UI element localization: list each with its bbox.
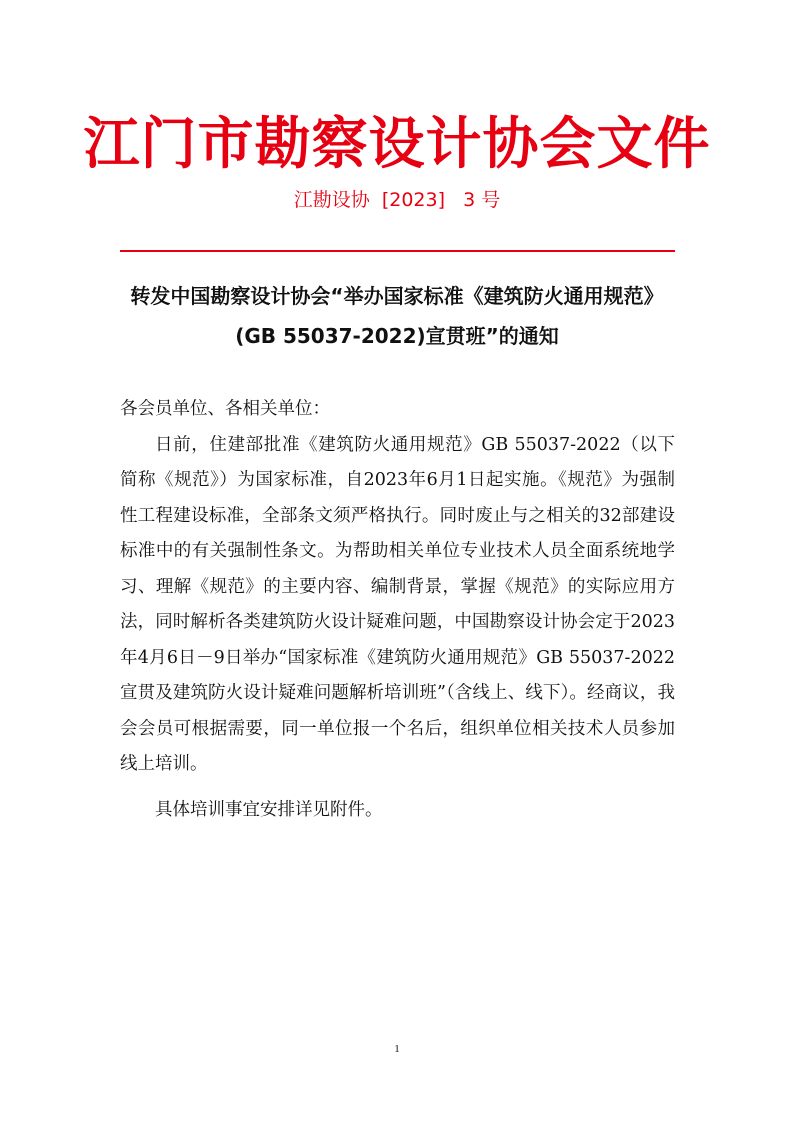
header-divider (120, 250, 675, 252)
notice-title-line-2: (GB 55037-2022)宣贯班”的通知 (235, 324, 559, 348)
notice-title (100, 276, 694, 356)
page-number: 1 (394, 1043, 400, 1055)
notice-title-line-1: 转发中国勘察设计协会“举办国家标准《建筑防火通用规范》 (130, 284, 664, 308)
document-number: 江勘设协 [2023] 3 号 (293, 189, 501, 211)
body-paragraph-2: 具体培训事宜安排详见附件。 (155, 799, 383, 820)
document-header-title: 江门市勘察设计协会文件 (83, 111, 711, 177)
document-body (120, 392, 675, 828)
body-paragraph-1: 日前，住建部批准《建筑防火通用规范》GB 55037-2022（以下简称《规范》）为国家标准，自2023年6月1日起实施。《规范》为强制性工程建设标准，全部条文须严格执行。同时废止与之相关的32部建设标准中的有关强制性条文。为帮助相关单位专业技术人员全面系统地学习、理解《规范》的主要内容、编制背景，掌握《规范》的实际应用方法，同时解析各类建筑防火设计疑难问题，中国勘察设计协会定于2023年4月6日－9日举办“国家标准《建筑防火通用规范》GB 55037-2022宣贯及建筑防火设计疑难问题解析培训班”（含线上、线下）。经商议，我会会员可根据需要，同一单位报一个名后，组织单位相关技术人员参加线上培训。 (120, 434, 675, 774)
salutation: 各会员单位、各相关单位： (120, 399, 330, 419)
